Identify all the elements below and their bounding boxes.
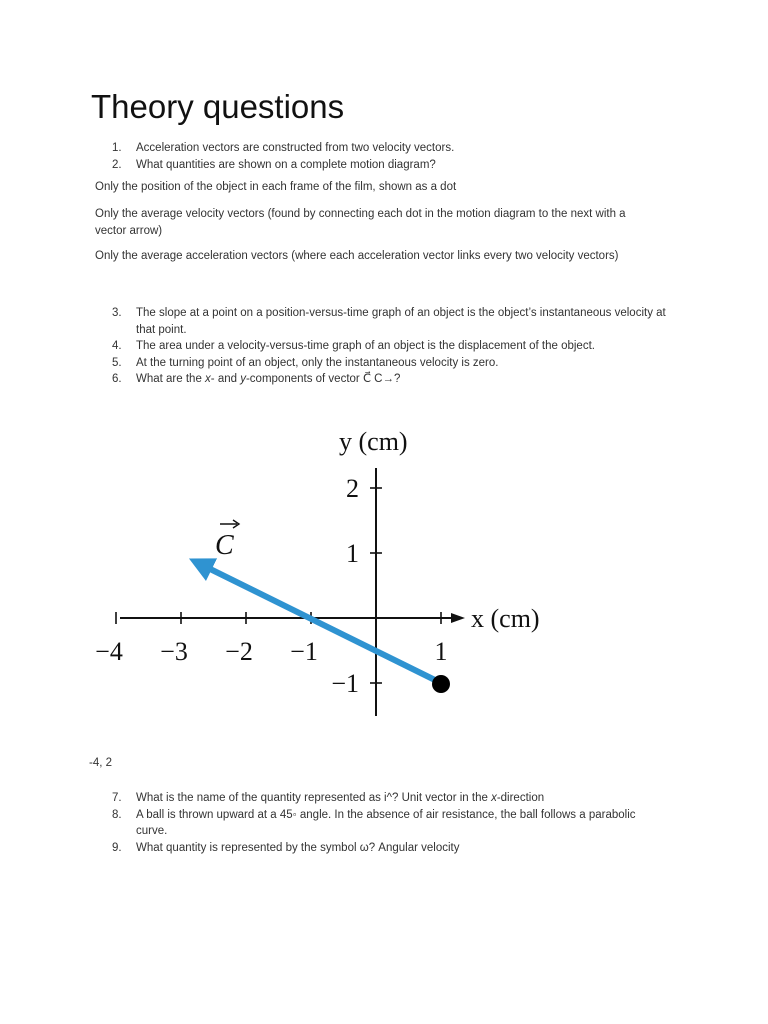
item-text-x: x [491, 792, 497, 804]
item-text: What quantities are shown on a complete motion diagram? [136, 158, 436, 171]
x-axis-label: x (cm) [471, 604, 540, 633]
list-item [0, 338, 666, 355]
x-axis-arrow [451, 613, 465, 623]
item-number: 9. [112, 841, 122, 854]
answer-text: -4, 2 [89, 757, 113, 769]
item-text-pre: What are the [136, 373, 206, 385]
x-tick-label: −1 [290, 637, 318, 666]
list-item [0, 140, 666, 157]
list-item [0, 371, 666, 388]
y-tick-label: −1 [331, 669, 359, 698]
item-number: 8. [112, 808, 122, 821]
x-tick-label: 1 [434, 637, 448, 666]
x-tick-label: −3 [160, 637, 188, 666]
item-text-y: y [240, 373, 246, 385]
y-tick-label: 2 [346, 474, 359, 503]
vector-figure [85, 420, 565, 730]
list-item [0, 807, 666, 840]
x-tick-label: −2 [225, 637, 253, 666]
answer-paragraph-acceleration: Only the average acceleration vectors (where each acceleration vector links every two velocity vectors) [95, 250, 619, 262]
question-list-1 [0, 140, 666, 173]
item-text-x: x [205, 373, 211, 385]
item-text: What quantity is represented by the symbol ω? Angular velocity [136, 841, 460, 854]
item-text: At the turning point of an object, only the instantaneous velocity is zero. [136, 356, 499, 369]
item-number: 5. [112, 356, 122, 369]
answer-paragraph-position: Only the position of the object in each frame of the film, shown as a dot [95, 181, 457, 193]
question-list-2 [0, 305, 666, 388]
item-number: 3. [112, 307, 122, 319]
vector-over-arrow-icon [220, 520, 239, 528]
item-text: A ball is thrown upward at a 45◦ angle. In the absence of air resistance, the ball follows a parabolic curve. [136, 808, 636, 837]
item-number: 4. [112, 340, 122, 352]
list-item [0, 355, 666, 372]
item-text: The area under a velocity-versus-time graph of an object is the displacement of the object. [136, 340, 595, 352]
item-text-post: -direction [496, 792, 545, 804]
list-item [0, 790, 666, 807]
item-text: The slope at a point on a position-versus-time graph of an object is the object’s instantaneous velocity at that point. [136, 307, 666, 336]
answer-paragraph-velocity: Only the average velocity vectors (found by connecting each dot in the motion diagram to the next with a vector arrow) [95, 208, 626, 237]
vector-c-label: C [215, 530, 234, 561]
item-text: Acceleration vectors are constructed from two velocity vectors. [136, 142, 455, 154]
vector-tail-dot [432, 675, 450, 693]
list-item [0, 305, 666, 338]
item-number: 6. [112, 373, 122, 385]
question-list-3 [0, 790, 666, 856]
item-text-pre: What is the name of the quantity represented as i^? Unit vector in the [136, 792, 492, 804]
y-axis-label: y (cm) [339, 427, 408, 456]
page-title: Theory questions [91, 88, 345, 125]
list-item [0, 157, 666, 174]
item-number: 7. [112, 792, 122, 804]
list-item [0, 840, 666, 857]
item-text-post: -components of vector C⃗ C→? [245, 373, 401, 385]
item-number: 2. [112, 158, 122, 171]
item-text-mid: - and [210, 373, 241, 385]
item-number: 1. [112, 142, 122, 154]
y-tick-label: 1 [346, 539, 359, 568]
x-tick-label: −4 [95, 637, 123, 666]
